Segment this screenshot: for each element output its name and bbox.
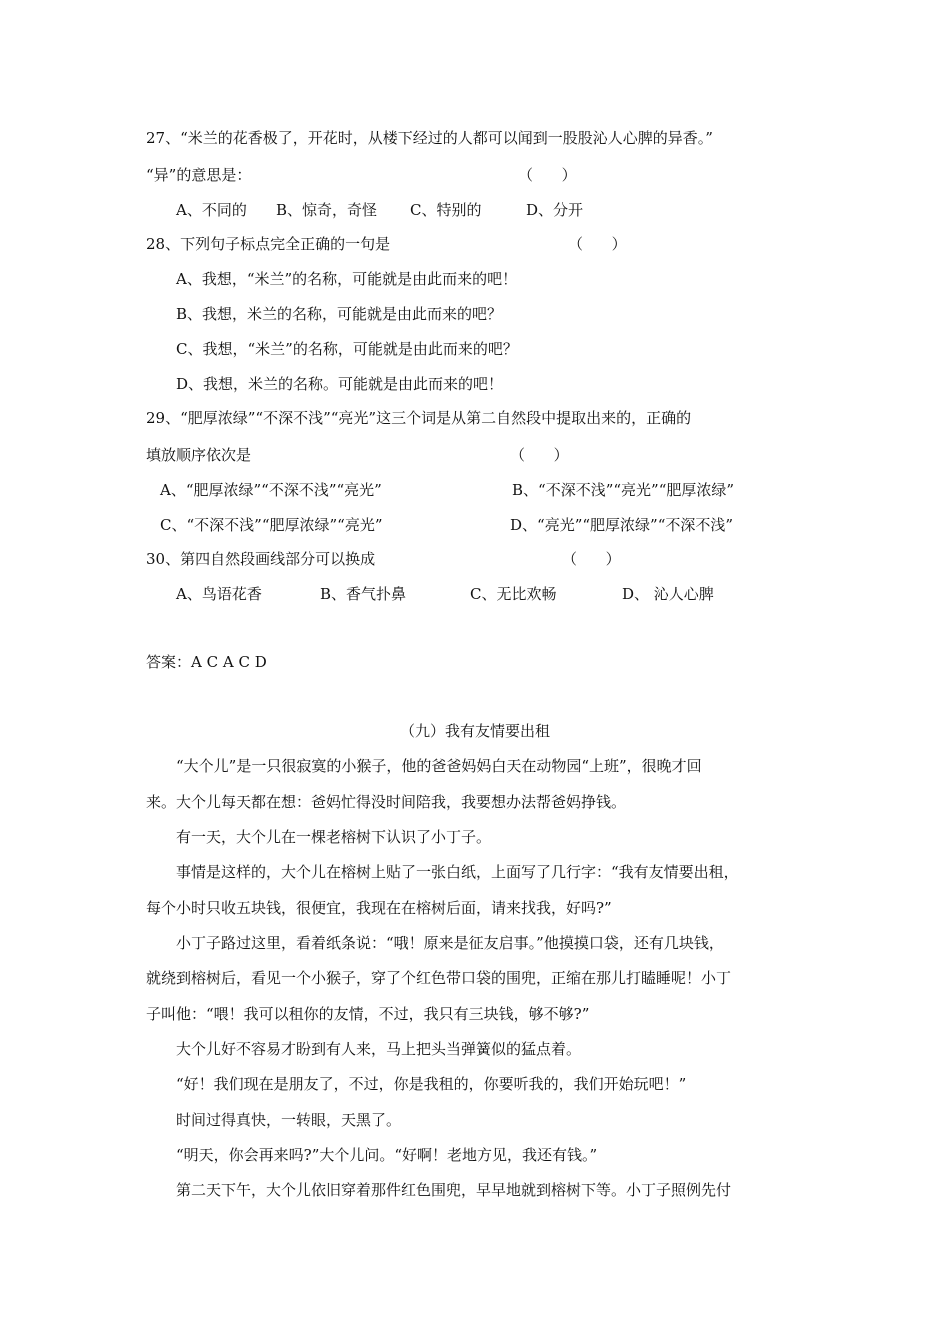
q30-option-a: A、鸟语花香 [176,585,262,603]
q27-option-b: B、惊奇，奇怪 [276,201,378,219]
q28-option-d: D、我想，米兰的名称。可能就是由此而来的吧！ [176,375,504,393]
story-line: 第二天下午，大个儿依旧穿着那件红色围兜，早早地就到榕树下等。小丁子照例先付 [176,1181,732,1199]
story-line: “明天，你会再来吗?”大个儿问。“好啊！老地方见，我还有钱。” [176,1146,598,1164]
q28-option-a: A、我想，“米兰”的名称，可能就是由此而来的吧！ [176,270,518,288]
q27-answer-blank: （ ） [518,166,577,184]
story-line: “大个儿”是一只很寂寞的小猴子，他的爸爸妈妈白天在动物园“上班”，很晚才回 [176,757,702,775]
story-line: 子叫他：“喂！我可以租你的友情，不过，我只有三块钱，够不够?” [146,1005,590,1023]
q27-option-c: C、特别的 [410,201,482,219]
story-line: 每个小时只收五块钱，很便宜，我现在在榕树后面，请来找我，好吗?” [146,899,612,917]
q29-stem: 29、“肥厚浓绿”“不深不浅”“亮光”这三个词是从第二自然段中提取出来的，正确的 [146,409,692,427]
story-line: 事情是这样的，大个儿在榕树上贴了一张白纸，上面写了几行字：“我有友情要出租， [176,863,739,881]
q28-stem: 28、下列句子标点完全正确的一句是 [146,235,391,253]
q29-option-d: D、“亮光”“肥厚浓绿”“不深不浅” [510,516,734,534]
q30-option-d: D、 沁人心脾 [622,585,714,603]
q30-stem: 30、第四自然段画线部分可以换成 [146,550,376,568]
q29-stem-cont: 填放顺序依次是 [146,446,252,464]
q28-answer-blank: （ ） [568,235,627,253]
story-title: （九）我有友情要出租 [399,722,550,740]
q27-option-d: D、分开 [526,201,584,219]
story-line: 有一天，大个儿在一棵老榕树下认识了小丁子。 [176,828,492,846]
q30-option-c: C、无比欢畅 [470,585,557,603]
story-line: 时间过得真快，一转眼，天黑了。 [176,1111,402,1129]
q28-option-c: C、我想，“米兰”的名称，可能就是由此而来的吧？ [176,340,518,358]
q29-option-b: B、“不深不浅”“亮光”“肥厚浓绿” [512,481,735,499]
q30-answer-blank: （ ） [562,550,621,568]
story-line: “好！我们现在是朋友了，不过，你是我租的，你要听我的，我们开始玩吧！” [176,1075,687,1093]
q27-option-a: A、不同的 [176,201,247,219]
q30-option-b: B、香气扑鼻 [320,585,407,603]
q29-answer-blank: （ ） [510,446,569,464]
story-line: 来。大个儿每天都在想：爸妈忙得没时间陪我，我要想办法帮爸妈挣钱。 [146,793,627,811]
q27-stem-cont: “异”的意思是： [146,166,252,184]
q29-option-c: C、“不深不浅”“肥厚浓绿”“亮光” [160,516,383,534]
q29-option-a: A、“肥厚浓绿”“不深不浅”“亮光” [160,481,382,499]
q28-option-b: B、我想，米兰的名称，可能就是由此而来的吧？ [176,305,503,323]
q27-stem: 27、“米兰的花香极了，开花时，从楼下经过的人都可以闻到一股股沁人心脾的异香。” [146,129,713,147]
answer-key: 答案：A C A C D [146,653,267,671]
story-line: 小丁子路过这里，看着纸条说：“哦！原来是征友启事。”他摸摸口袋，还有几块钱， [176,934,724,952]
story-line: 大个儿好不容易才盼到有人来，马上把头当弹簧似的猛点着。 [176,1040,582,1058]
story-line: 就绕到榕树后，看见一个小猴子，穿了个红色带口袋的围兜，正缩在那儿打瞌睡呢！小丁 [146,969,732,987]
